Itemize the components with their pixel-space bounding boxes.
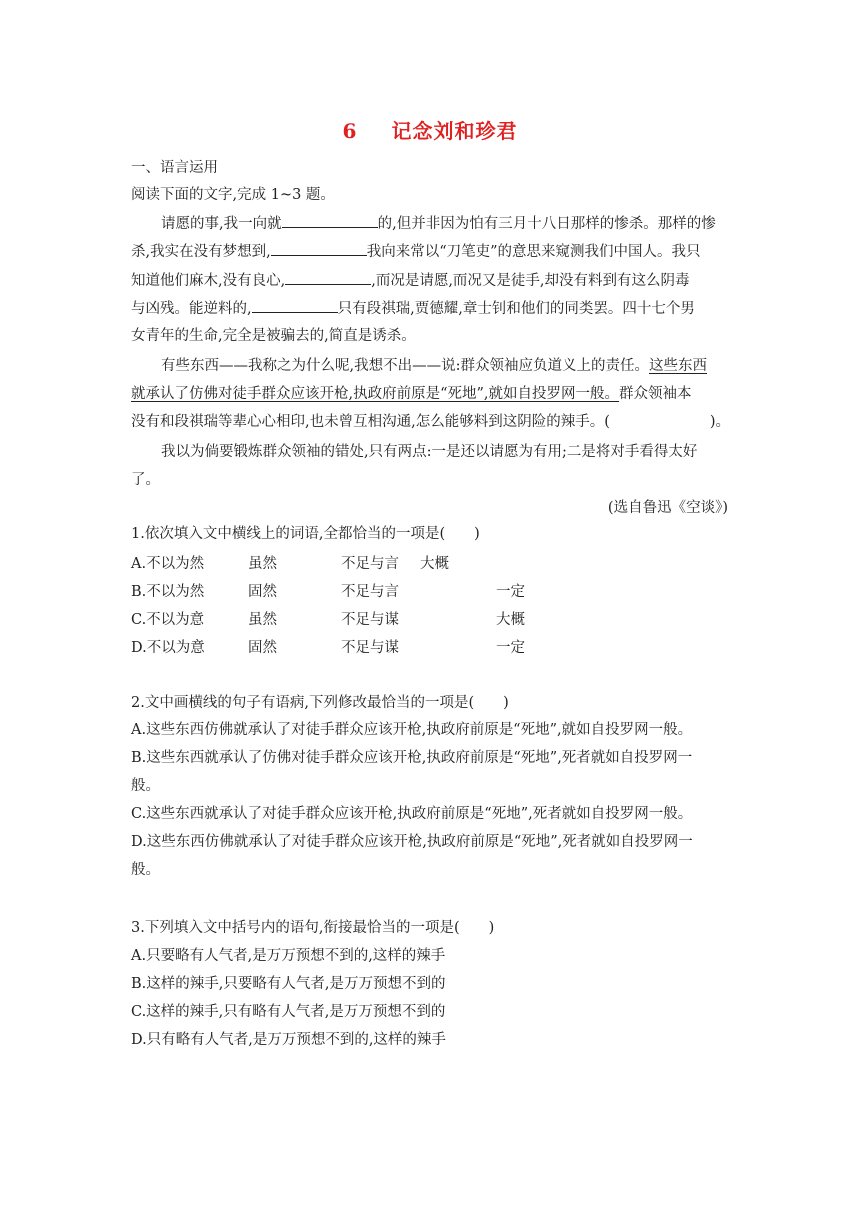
option-text: 虽然 [248,556,277,572]
passage-text: 与凶残。能逆料的, [131,301,252,317]
option-text: 一定 [496,640,525,656]
option-text: 般。 [131,778,160,794]
source-citation: (选自鲁迅《空谈》) [607,500,728,516]
passage-line: 我以为倘要锻炼群众领袖的错处,只有两点:一是还以请愿为有用;二是将对手看得太好 [161,444,698,460]
instruction: 阅读下面的文字,完成 1~3 题。 [131,187,335,203]
passage-line [131,412,730,432]
option-text: A.不以为然 [131,556,205,572]
passage-text: ,而况是请愿,而况又是徒手,却没有料到有这么阴毒 [371,273,690,289]
option-text: 固然 [248,584,277,600]
option-text: C.不以为意 [131,612,205,628]
title-text: 记念刘和珍君 [391,119,518,143]
passage-text: 没有和段祺瑞等辈心心相印,也未曾互相沟通,怎么能够料到这阴险的辣手。( [131,414,610,430]
passage-text: 有些东西——我称之为什么呢,我想不出——说:群众领袖应负道义上的责任。 [161,358,649,374]
passage-text: )。 [709,414,731,430]
fill-blank [282,213,378,228]
fill-blank [252,298,338,313]
section-heading: 一、语言运用 [131,160,218,176]
option-text: A.只要略有人气者,是万万预想不到的,这样的辣手 [131,948,446,964]
option-text: 不足与言 [341,584,399,600]
passage-text: 请愿的事,我一向就 [161,216,282,232]
passage-text: 杀,我实在没有梦想到, [131,244,271,260]
passage-text: 群众领袖本 [619,386,692,402]
passage-line [131,241,701,262]
option-text: 不足与谋 [341,612,399,628]
passage-line [131,384,692,404]
underlined-sentence: 就承认了仿佛对徒手群众应该开枪,执政府前原是“死地”,就如自投罗网一般。 [131,386,620,402]
option-text: C.这样的辣手,只有略有人气者,是万万预想不到的 [131,1004,446,1020]
option-text: 不足与谋 [341,640,399,656]
passage-line [131,298,695,319]
option-text: 固然 [248,640,277,656]
passage-line [131,270,690,291]
question-stem: 2.文中画横线的句子有语病,下列修改最恰当的一项是( ) [131,695,509,711]
option-text: D.只有略有人气者,是万万预想不到的,这样的辣手 [131,1032,446,1048]
passage-line: 了。 [131,472,160,488]
fill-blank [285,270,371,285]
option-text: B.不以为然 [131,584,205,600]
passage-line: 女青年的生命,完全是被骗去的,简直是诱杀。 [131,328,416,344]
option-text: 大概 [496,612,525,628]
question-stem: 3.下列填入文中括号内的语句,衔接最恰当的一项是( ) [131,920,495,936]
option-text: D.这些东西仿佛就承认了对徒手群众应该开枪,执政府前原是“死地”,死者就如自投罗网一 [131,834,693,850]
passage-line [161,213,716,234]
underlined-sentence: 这些东西 [649,358,707,374]
question-stem: 1.依次填入文中横线上的词语,全都恰当的一项是( ) [131,526,480,542]
title-number: 6 [342,119,358,143]
option-text: C.这些东西就承认了对徒手群众应该开枪,执政府前原是“死地”,死者就如自投罗网一般。 [131,806,693,822]
passage-text: 只有段祺瑞,贾德耀,章士钊和他们的同类罢。四十七个男 [337,301,695,317]
passage-text: 的,但并非因为怕有三月十八日那样的惨杀。那样的惨 [377,216,716,232]
option-text: 虽然 [248,612,277,628]
passage-line [161,356,707,376]
option-text: A.这些东西仿佛就承认了对徒手群众应该开枪,执政府前原是“死地”,就如自投罗网一般。 [131,722,693,738]
option-text: D.不以为意 [131,640,205,656]
page-title [0,115,860,144]
fill-blank [271,241,367,256]
option-text: B.这样的辣手,只要略有人气者,是万万预想不到的 [131,976,446,992]
option-text: 大概 [420,556,449,572]
option-text: 般。 [131,862,160,878]
passage-text: 我向来常以“刀笔吏”的意思来窥测我们中国人。我只 [366,244,701,260]
option-text: B.这些东西就承认了仿佛对徒手群众应该开枪,执政府前原是“死地”,死者就如自投罗网一 [131,750,693,766]
option-text: 一定 [496,584,525,600]
passage-text: 知道他们麻木,没有良心, [131,273,286,289]
option-text: 不足与言 [341,556,399,572]
